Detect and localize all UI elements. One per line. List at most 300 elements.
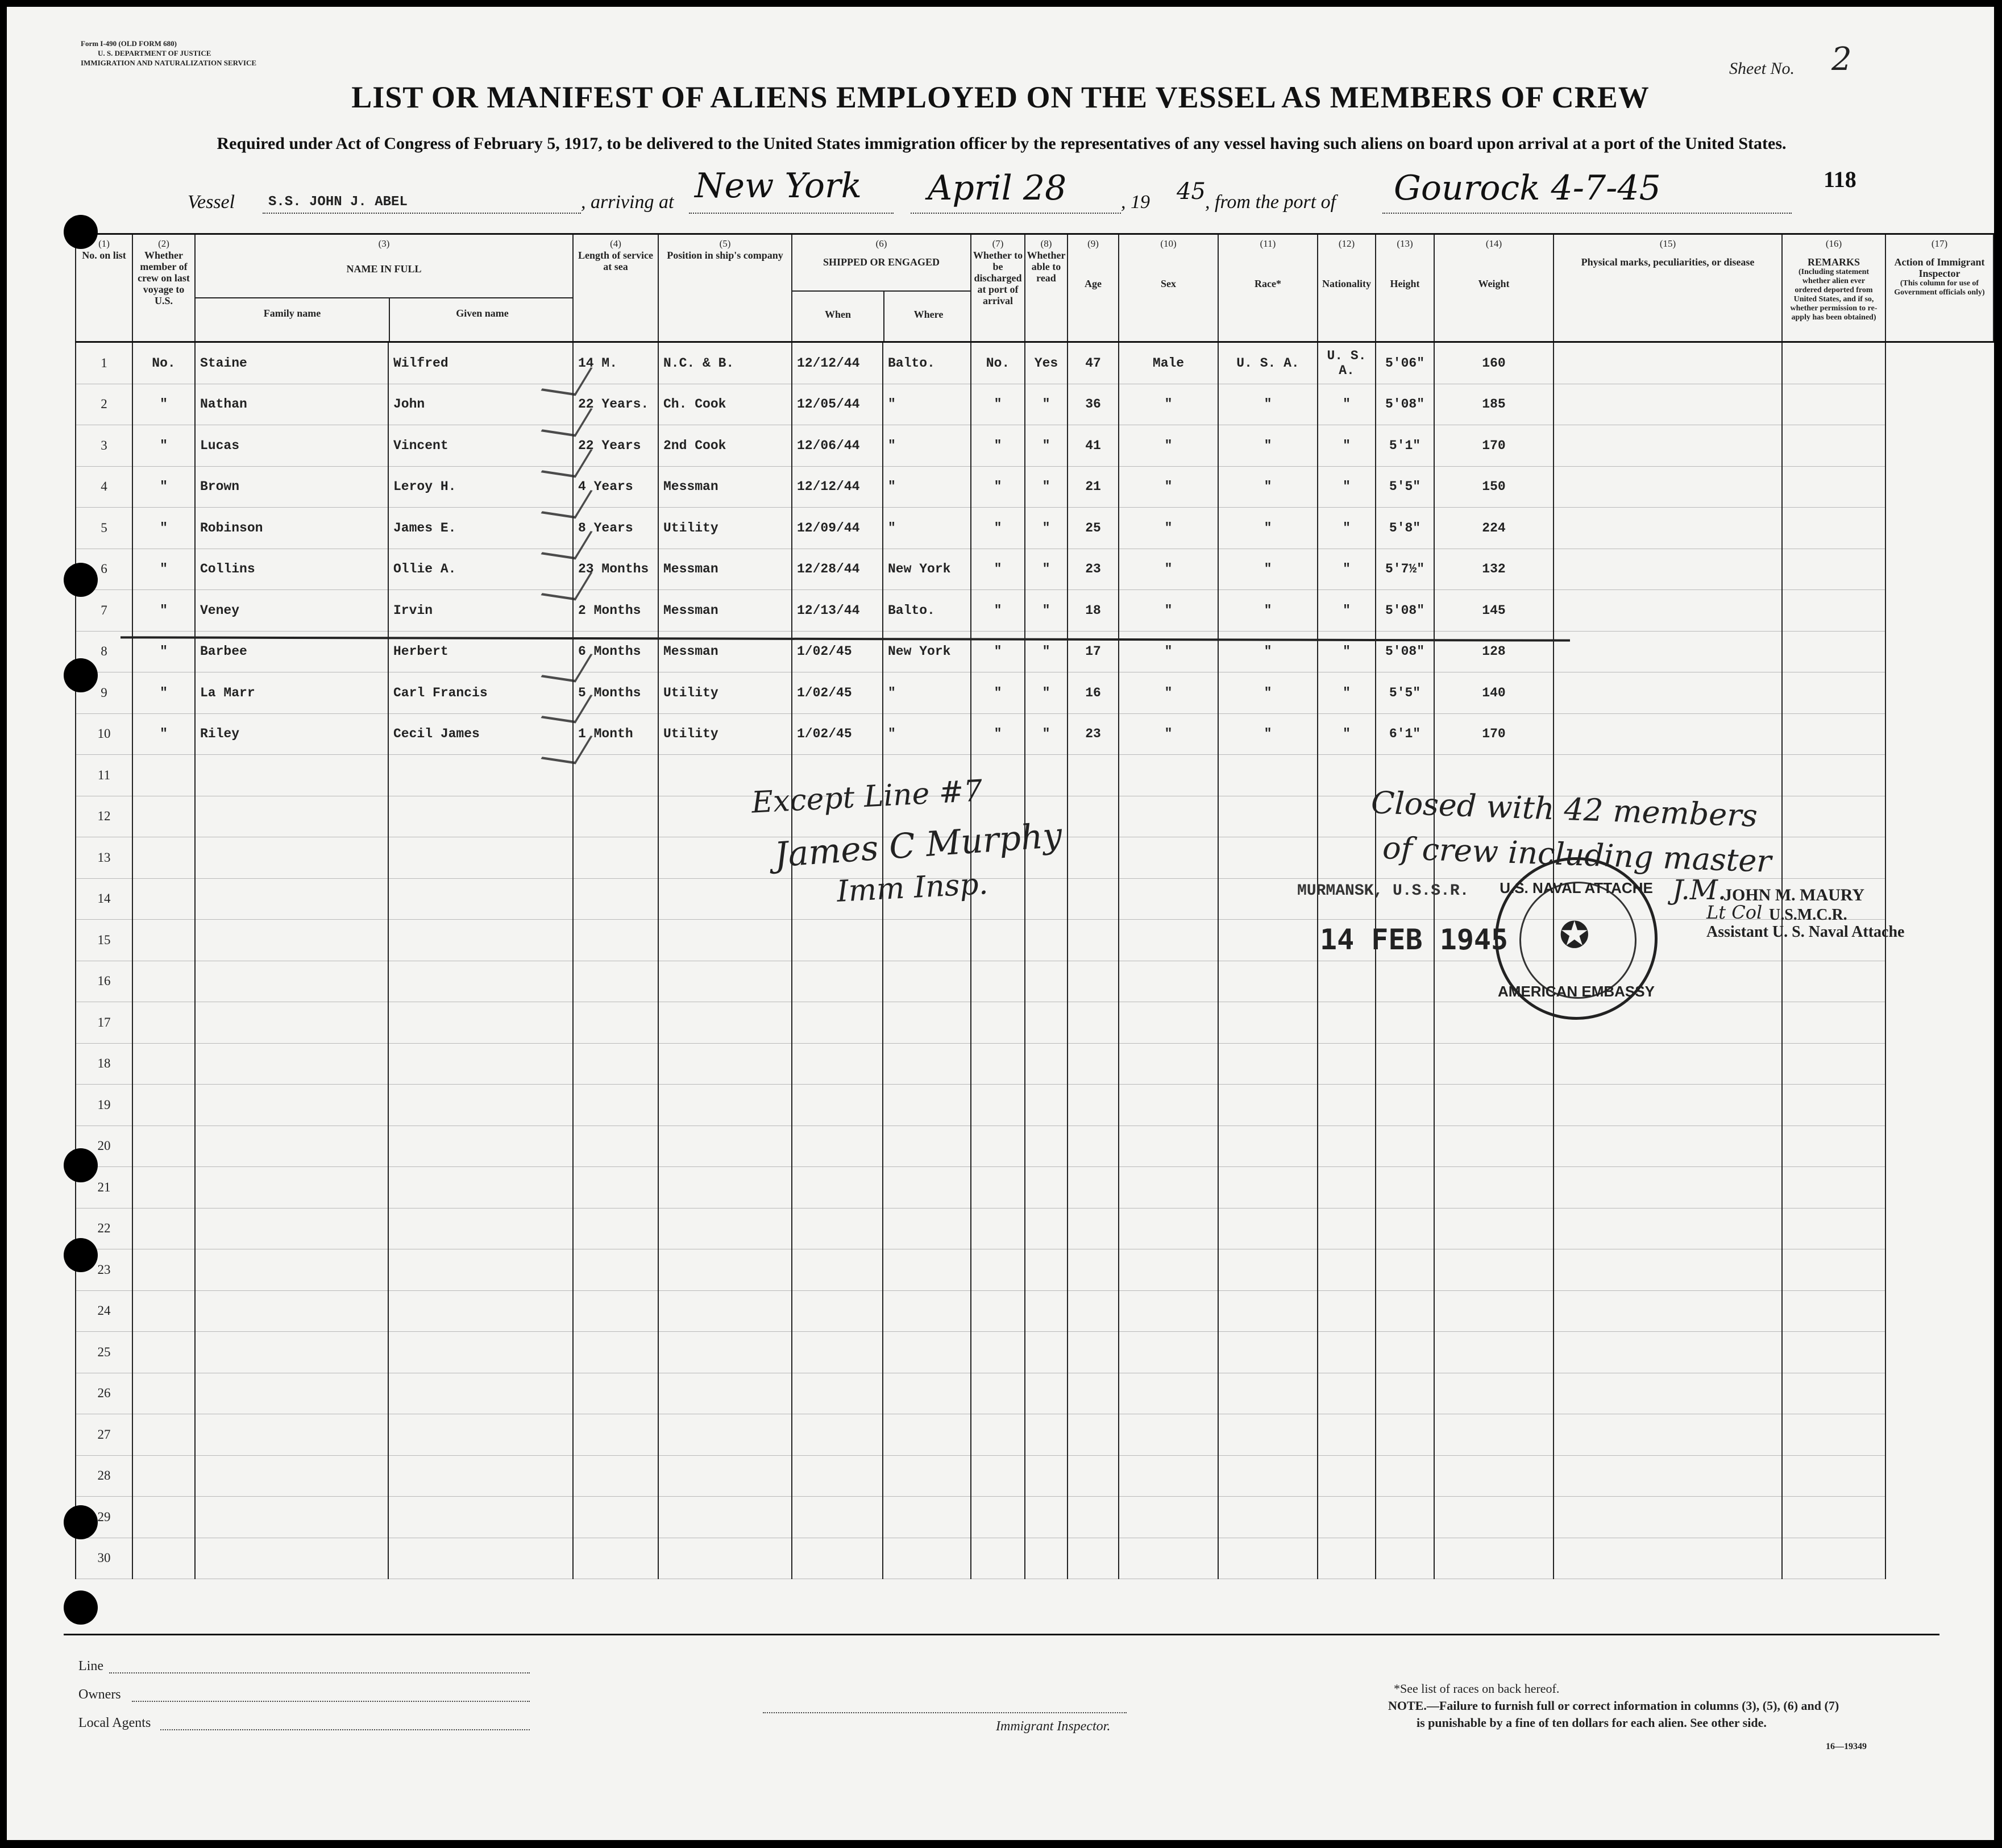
cell-given: [388, 1373, 573, 1414]
cell-blank: [1554, 1414, 1782, 1456]
cell-read: [1025, 1249, 1068, 1291]
cell-given: [388, 1332, 573, 1373]
cell-weight: 145: [1434, 590, 1554, 632]
cell-no: 8: [76, 631, 132, 672]
cell-read: ": [1025, 508, 1068, 549]
cell-age: [1068, 961, 1119, 1002]
cell-sex: [1119, 1455, 1218, 1497]
cell-nationality: [1318, 796, 1376, 837]
cell-when: [792, 1538, 883, 1579]
cell-when: [792, 1085, 883, 1126]
cell-blank: [1782, 1497, 1885, 1538]
cell-sex: [1119, 1414, 1218, 1456]
cell-service: [573, 837, 658, 879]
cell-nationality: [1318, 837, 1376, 879]
cell-given: [388, 1538, 573, 1579]
cell-member: No.: [132, 342, 195, 384]
cell-no: 17: [76, 1002, 132, 1044]
col-header-action: (17) Action of Immigrant Inspector (This column for use of Government officials only): [1885, 234, 1993, 342]
table-row: [76, 920, 1993, 961]
cell-read: [1025, 1497, 1068, 1538]
col-header-where: Where: [913, 309, 944, 320]
table-body: [76, 342, 1993, 1579]
cell-when: [792, 1332, 883, 1373]
departure-port: Gourock 4-7-45: [1394, 168, 1661, 208]
cell-height: [1376, 1167, 1434, 1209]
cell-race: [1218, 796, 1318, 837]
cell-age: 23: [1068, 549, 1119, 590]
cell-nationality: ": [1318, 590, 1376, 632]
cell-given: Ollie A.: [388, 549, 573, 590]
arriving-port-line: [689, 213, 894, 214]
cell-family: Veney: [195, 590, 388, 632]
cell-read: ": [1025, 631, 1068, 672]
cell-discharged: [971, 1126, 1025, 1167]
cell-when: [792, 1455, 883, 1497]
cell-position: [658, 1126, 792, 1167]
cell-weight: 170: [1434, 713, 1554, 755]
cell-given: Carl Francis: [388, 672, 573, 714]
cell-service: [573, 1085, 658, 1126]
cell-when: [792, 920, 883, 961]
cell-blank: [1554, 1043, 1782, 1085]
cell-discharged: ": [971, 549, 1025, 590]
table-row: [76, 590, 1993, 632]
cell-no: 18: [76, 1043, 132, 1085]
cell-age: [1068, 1085, 1119, 1126]
cell-read: ": [1025, 672, 1068, 714]
cell-service: [573, 1290, 658, 1332]
cell-family: [195, 920, 388, 961]
cell-nationality: [1318, 1332, 1376, 1373]
footer-inspector-field: [763, 1712, 1127, 1713]
cell-height: 6'1": [1376, 713, 1434, 755]
cell-discharged: [971, 1373, 1025, 1414]
cell-no: 7: [76, 590, 132, 632]
cell-family: [195, 1085, 388, 1126]
cell-height: 5'1": [1376, 425, 1434, 467]
cell-blank: [1554, 508, 1782, 549]
cell-read: [1025, 920, 1068, 961]
cell-blank: [1782, 1414, 1885, 1456]
cell-family: Robinson: [195, 508, 388, 549]
cell-discharged: ": [971, 672, 1025, 714]
cell-blank: [1782, 1002, 1885, 1044]
cell-read: ": [1025, 549, 1068, 590]
cell-discharged: [971, 1043, 1025, 1085]
cell-nationality: [1318, 755, 1376, 796]
cell-family: [195, 1249, 388, 1291]
cell-no: 5: [76, 508, 132, 549]
table-row: [76, 1538, 1993, 1579]
cell-where: ": [883, 466, 971, 508]
cell-family: [195, 1455, 388, 1497]
cell-position: Messman: [658, 631, 792, 672]
cell-position: [658, 1208, 792, 1249]
col-header-shipped: (6) SHIPPED OR ENGAGED When Where: [792, 234, 971, 342]
cell-read: [1025, 1085, 1068, 1126]
cell-race: [1218, 1043, 1318, 1085]
cell-discharged: [971, 1002, 1025, 1044]
cell-when: 12/28/44: [792, 549, 883, 590]
cell-member: ": [132, 425, 195, 467]
table-row: [76, 1497, 1993, 1538]
cell-blank: [1554, 1497, 1782, 1538]
cell-read: [1025, 1538, 1068, 1579]
cell-position: N.C. & B.: [658, 342, 792, 384]
table-row: [76, 713, 1993, 755]
cell-height: [1376, 1002, 1434, 1044]
cell-height: [1376, 1373, 1434, 1414]
cell-family: [195, 755, 388, 796]
cell-weight: [1434, 1497, 1554, 1538]
arrival-year: 45: [1177, 178, 1206, 205]
cell-height: [1376, 1332, 1434, 1373]
cell-blank: [1782, 1085, 1885, 1126]
cell-discharged: ": [971, 631, 1025, 672]
cell-height: [1376, 1126, 1434, 1167]
page-subtitle: Required under Act of Congress of February 5, 1917, to be delivered to the United States immigration officer by the representatives of any vessel having such aliens on board upon arrival at a port of the United States.: [217, 134, 1787, 153]
cell-where: New York: [883, 549, 971, 590]
cell-weight: [1434, 1373, 1554, 1414]
cell-position: [658, 1290, 792, 1332]
cell-nationality: [1318, 1002, 1376, 1044]
cell-blank: [1782, 425, 1885, 467]
cell-position: Ch. Cook: [658, 384, 792, 425]
table-row: [76, 342, 1993, 384]
cell-blank: [1554, 425, 1782, 467]
cell-family: Brown: [195, 466, 388, 508]
cell-service: [573, 878, 658, 920]
cell-member: [132, 961, 195, 1002]
cell-position: Messman: [658, 549, 792, 590]
cell-sex: ": [1119, 672, 1218, 714]
cell-sex: [1119, 1085, 1218, 1126]
cell-sex: [1119, 1002, 1218, 1044]
cell-sex: ": [1119, 713, 1218, 755]
vessel-name: S.S. JOHN J. ABEL: [268, 194, 408, 210]
table-row: [76, 961, 1993, 1002]
cell-race: [1218, 1414, 1318, 1456]
cell-race: ": [1218, 713, 1318, 755]
cell-height: 5'7½": [1376, 549, 1434, 590]
seal-bottom-text: AMERICAN EMBASSY: [1498, 983, 1655, 1000]
cell-service: [573, 1208, 658, 1249]
cell-member: [132, 755, 195, 796]
cell-where: [883, 920, 971, 961]
cell-age: 17: [1068, 631, 1119, 672]
stamp-place: MURMANSK, U.S.S.R.: [1297, 882, 1469, 900]
cell-discharged: ": [971, 384, 1025, 425]
cell-service: 6 Months: [573, 631, 658, 672]
cell-sex: [1119, 1249, 1218, 1291]
cell-sex: [1119, 1167, 1218, 1209]
sheet-label: Sheet No.: [1729, 59, 1795, 78]
cell-member: [132, 1043, 195, 1085]
cell-family: [195, 1002, 388, 1044]
cell-service: [573, 961, 658, 1002]
table-row: [76, 1414, 1993, 1456]
cell-discharged: [971, 1290, 1025, 1332]
cell-blank: [1554, 1208, 1782, 1249]
footer-line-field: [109, 1672, 530, 1673]
cell-position: [658, 1167, 792, 1209]
cell-position: [658, 1414, 792, 1456]
cell-discharged: [971, 1332, 1025, 1373]
col-header-remarks: (16) REMARKS (Including statement whether alien ever ordered deported from United States, and if so, whether permission to re-apply has been obtained): [1782, 234, 1885, 342]
cell-nationality: ": [1318, 713, 1376, 755]
cell-age: [1068, 1373, 1119, 1414]
vessel-label: Vessel: [188, 192, 235, 213]
cell-height: [1376, 1249, 1434, 1291]
cell-discharged: [971, 1538, 1025, 1579]
cell-member: [132, 1373, 195, 1414]
cell-age: [1068, 920, 1119, 961]
cell-blank: [1554, 590, 1782, 632]
cell-family: [195, 878, 388, 920]
cell-position: Utility: [658, 508, 792, 549]
cell-position: [658, 878, 792, 920]
cell-service: [573, 1414, 658, 1456]
cell-service: [573, 1043, 658, 1085]
table-row: [76, 1167, 1993, 1209]
cell-member: ": [132, 672, 195, 714]
footer-line-label: Line: [78, 1659, 103, 1673]
cell-weight: [1434, 1414, 1554, 1456]
cell-blank: [1554, 672, 1782, 714]
cell-weight: [1434, 1332, 1554, 1373]
cell-sex: [1119, 755, 1218, 796]
cell-blank: [1782, 590, 1885, 632]
table-header-row: [76, 234, 1993, 342]
cell-given: John: [388, 384, 573, 425]
cell-nationality: ": [1318, 384, 1376, 425]
cell-race: ": [1218, 631, 1318, 672]
footer-owners-field: [132, 1701, 530, 1702]
cell-when: [792, 1497, 883, 1538]
col-header-family: Family name: [263, 308, 321, 319]
table-row: [76, 1002, 1993, 1044]
cell-blank: [1782, 796, 1885, 837]
cell-member: [132, 1455, 195, 1497]
cell-weight: [1434, 1538, 1554, 1579]
cell-blank: [1554, 1455, 1782, 1497]
cell-where: [883, 1414, 971, 1456]
cell-sex: [1119, 837, 1218, 879]
cell-member: [132, 920, 195, 961]
cell-read: [1025, 878, 1068, 920]
cell-race: ": [1218, 425, 1318, 467]
cell-race: [1218, 1290, 1318, 1332]
cell-given: James E.: [388, 508, 573, 549]
form-identifier: [81, 39, 256, 68]
cell-given: [388, 1249, 573, 1291]
cell-age: [1068, 1497, 1119, 1538]
cell-age: [1068, 1002, 1119, 1044]
cell-given: [388, 1126, 573, 1167]
cell-family: [195, 961, 388, 1002]
cell-read: [1025, 1414, 1068, 1456]
cell-sex: [1119, 1332, 1218, 1373]
cell-given: [388, 961, 573, 1002]
officer-title: Assistant U. S. Naval Attache: [1706, 923, 1905, 941]
cell-no: 4: [76, 466, 132, 508]
cell-given: [388, 878, 573, 920]
cell-race: [1218, 837, 1318, 879]
binder-hole: [64, 563, 98, 597]
cell-age: 36: [1068, 384, 1119, 425]
cell-height: [1376, 1085, 1434, 1126]
cell-height: 5'5": [1376, 672, 1434, 714]
cell-service: [573, 1538, 658, 1579]
cell-where: [883, 1373, 971, 1414]
cell-member: ": [132, 508, 195, 549]
cell-service: 22 Years: [573, 425, 658, 467]
cell-read: ": [1025, 466, 1068, 508]
cell-read: [1025, 1455, 1068, 1497]
cell-member: [132, 1085, 195, 1126]
cell-read: [1025, 1126, 1068, 1167]
cell-nationality: [1318, 1455, 1376, 1497]
cell-where: [883, 1497, 971, 1538]
cell-when: 12/06/44: [792, 425, 883, 467]
cell-when: [792, 1249, 883, 1291]
cell-weight: [1434, 1085, 1554, 1126]
cell-read: ": [1025, 590, 1068, 632]
cell-sex: ": [1119, 466, 1218, 508]
cell-member: [132, 1538, 195, 1579]
cell-service: [573, 1373, 658, 1414]
cell-given: Herbert: [388, 631, 573, 672]
cell-where: ": [883, 713, 971, 755]
cell-read: [1025, 1373, 1068, 1414]
department-name: U. S. DEPARTMENT OF JUSTICE: [98, 49, 211, 57]
cell-service: [573, 1332, 658, 1373]
cell-no: 6: [76, 549, 132, 590]
cell-discharged: [971, 961, 1025, 1002]
cell-blank: [1554, 713, 1782, 755]
cell-service: [573, 755, 658, 796]
cell-blank: [1782, 549, 1885, 590]
cell-no: 28: [76, 1455, 132, 1497]
cell-member: [132, 1414, 195, 1456]
cell-height: [1376, 1414, 1434, 1456]
cell-where: [883, 1043, 971, 1085]
closed-note-line1: Closed with 42 members: [1370, 784, 1758, 834]
cell-nationality: [1318, 1126, 1376, 1167]
cell-position: [658, 1455, 792, 1497]
cell-race: [1218, 920, 1318, 961]
cell-given: [388, 1043, 573, 1085]
cell-service: 2 Months: [573, 590, 658, 632]
cell-position: Utility: [658, 713, 792, 755]
cell-when: [792, 1002, 883, 1044]
cell-where: ": [883, 508, 971, 549]
cell-given: [388, 1497, 573, 1538]
cell-no: 11: [76, 755, 132, 796]
cell-family: Barbee: [195, 631, 388, 672]
cell-race: [1218, 1208, 1318, 1249]
cell-when: 12/09/44: [792, 508, 883, 549]
cell-race: [1218, 1497, 1318, 1538]
cell-read: [1025, 961, 1068, 1002]
cell-where: Balto.: [883, 590, 971, 632]
cell-no: 16: [76, 961, 132, 1002]
cell-family: [195, 1497, 388, 1538]
cell-family: [195, 1373, 388, 1414]
cell-age: 25: [1068, 508, 1119, 549]
cell-blank: [1554, 755, 1782, 796]
cell-family: [195, 1290, 388, 1332]
cell-discharged: [971, 920, 1025, 961]
cell-position: [658, 1373, 792, 1414]
cell-when: [792, 1043, 883, 1085]
cell-discharged: [971, 1455, 1025, 1497]
cell-age: [1068, 1538, 1119, 1579]
cell-service: 1 Month: [573, 713, 658, 755]
cell-member: ": [132, 590, 195, 632]
cell-member: [132, 1167, 195, 1209]
cell-race: [1218, 1249, 1318, 1291]
arrival-date: April 28: [928, 168, 1067, 208]
seal-top-text: U.S. NAVAL ATTACHE: [1500, 879, 1653, 896]
cell-blank: [1554, 1167, 1782, 1209]
cell-where: ": [883, 384, 971, 425]
cell-sex: ": [1119, 384, 1218, 425]
cell-when: 1/02/45: [792, 631, 883, 672]
cell-nationality: ": [1318, 508, 1376, 549]
cell-when: 12/12/44: [792, 466, 883, 508]
cell-blank: [1782, 384, 1885, 425]
col-header-name: (3) NAME IN FULL Family name Given name: [195, 234, 573, 342]
cell-position: [658, 1085, 792, 1126]
cell-given: Cecil James: [388, 713, 573, 755]
col-header-weight: (14) Weight: [1434, 234, 1554, 342]
cell-weight: [1434, 1043, 1554, 1085]
cell-discharged: [971, 1085, 1025, 1126]
cell-read: [1025, 1290, 1068, 1332]
cell-blank: [1554, 1085, 1782, 1126]
table-row: [76, 466, 1993, 508]
cell-sex: [1119, 1373, 1218, 1414]
except-note: Except Line #7: [750, 774, 983, 820]
cell-nationality: ": [1318, 631, 1376, 672]
cell-nationality: [1318, 1043, 1376, 1085]
cell-no: 23: [76, 1249, 132, 1291]
cell-race: [1218, 1002, 1318, 1044]
table-row: [76, 425, 1993, 467]
col-header-physical-marks: (15) Physical marks, peculiarities, or disease: [1554, 234, 1782, 342]
cell-no: 19: [76, 1085, 132, 1126]
cell-when: [792, 1167, 883, 1209]
eagle-icon: ✪: [1559, 915, 1590, 956]
cell-family: [195, 837, 388, 879]
cell-race: [1218, 1126, 1318, 1167]
cell-given: [388, 1085, 573, 1126]
cell-age: 16: [1068, 672, 1119, 714]
cell-blank: [1782, 837, 1885, 879]
cell-position: Utility: [658, 672, 792, 714]
cell-read: [1025, 1332, 1068, 1373]
footer-owners-label: Owners: [78, 1687, 121, 1702]
cell-blank: [1554, 1290, 1782, 1332]
cell-sex: ": [1119, 508, 1218, 549]
vessel-name-line: [263, 213, 581, 214]
cell-age: [1068, 837, 1119, 879]
footer-form-code: 16—19349: [1826, 1742, 1867, 1751]
cell-sex: [1119, 1126, 1218, 1167]
cell-no: 24: [76, 1290, 132, 1332]
